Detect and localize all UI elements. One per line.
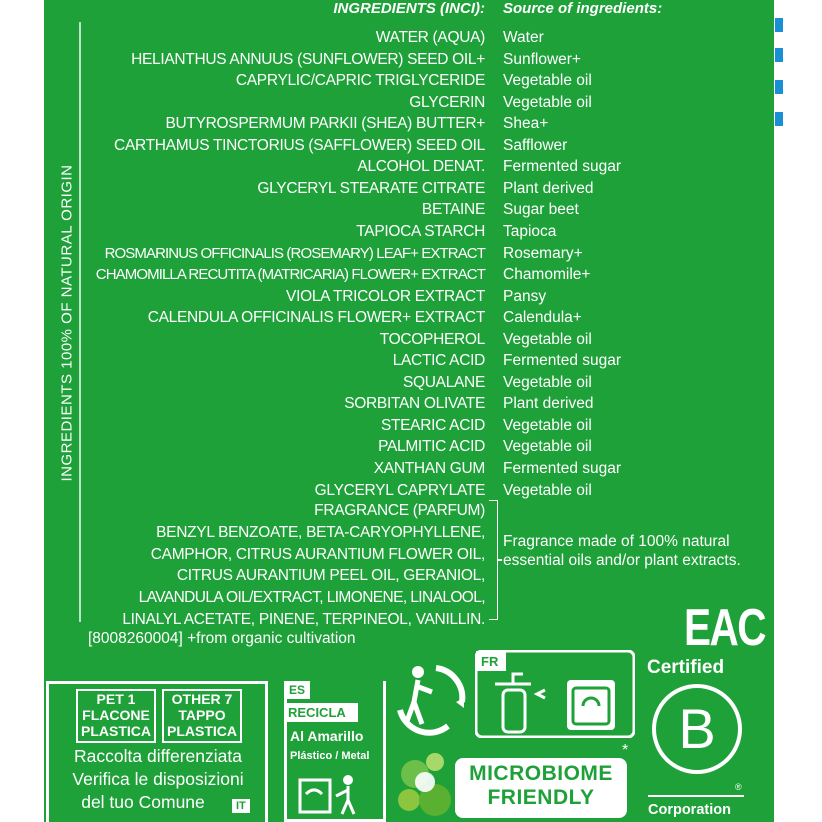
fragrance-bracket-tick (497, 559, 502, 561)
ingredient-source: Chamomile+ (503, 266, 591, 284)
ingredient-name: VIOLA TRICOLOR EXTRACT (286, 287, 485, 305)
recicla-label: RECICLA (284, 703, 358, 722)
ingredient-name: SQUALANE (402, 373, 485, 391)
bcorp-registered-mark: ® (735, 782, 742, 792)
fr-sorting-info-icon (475, 650, 635, 738)
divider-line (79, 22, 81, 622)
ingredient-source: Water (503, 29, 544, 46)
bcorp-certified-text: Certified (647, 657, 725, 678)
ingredient-name: PALMITIC ACID (378, 438, 485, 456)
ingredient-name: TOCOPHEROL (379, 330, 485, 348)
blue-edge-mark (775, 18, 783, 32)
amarillo-label: Al Amarillo (290, 728, 364, 744)
fragrance-line: LINALYL ACETATE, PINENE, TERPINEOL, VANILLIN. (122, 610, 485, 628)
ingredient-name: SORBITAN OLIVATE (344, 395, 485, 413)
ingredient-source: Rosemary+ (503, 244, 583, 262)
ingredient-source: Vegetable oil (503, 438, 592, 456)
ingredient-source: Calendula+ (503, 309, 582, 327)
bcorp-divider (648, 795, 744, 797)
ingredient-name: GLYCERIN (409, 93, 485, 111)
ingredient-name: CARTHAMUS TINCTORIUS (SAFFLOWER) SEED OIL (114, 136, 485, 154)
ingredient-name: XANTHAN GUM (373, 460, 485, 477)
triman-icon (392, 660, 470, 738)
fragrance-line: CITRUS AURANTIUM PEEL OIL, GERANIOL, (176, 567, 485, 585)
source-heading: Source of ingredients: (503, 0, 663, 17)
ingredient-name: TAPIOCA STARCH (356, 222, 485, 240)
other7-cap-tag: OTHER 7 TAPPO PLASTICA (162, 689, 242, 743)
ingredient-source: Vegetable oil (503, 481, 592, 499)
fragrance-line: LAVANDULA OIL/EXTRACT, LIMONENE, LINALOOL, (138, 589, 485, 607)
footer-note: [8008260004] +from organic cultivation (88, 630, 356, 647)
eac-mark: EAC (684, 599, 765, 657)
yellow-bin-icon (298, 772, 368, 816)
blue-edge-mark (775, 80, 783, 94)
ingredient-name: CAPRYLIC/CAPRIC TRIGLYCERIDE (235, 72, 485, 90)
ingredient-name: GLYCERYL CAPRYLATE (314, 481, 485, 499)
pet1-bottle-tag: PET 1 FLACONE PLASTICA (76, 689, 156, 743)
ingredient-source: Plant derived (503, 179, 594, 197)
ingredient-name: GLYCERYL STEARATE CITRATE (257, 179, 485, 197)
country-badge-fr: FR (481, 654, 499, 669)
ingredients-heading: INGREDIENTS (INCI): (333, 0, 485, 17)
ingredient-source: Vegetable oil (503, 373, 592, 391)
ingredient-name: HELIANTHUS ANNUUS (SUNFLOWER) SEED OIL+ (131, 50, 485, 68)
ingredient-name: ROSMARINUS OFFICINALIS (ROSEMARY) LEAF+ EXTRACT (104, 244, 485, 262)
ingredient-name: STEARIC ACID (380, 416, 485, 434)
recycling-line: del tuo Comune (81, 792, 205, 812)
ingredient-name: BUTYROSPERMUM PARKII (SHEA) BUTTER+ (165, 115, 485, 133)
ingredient-source: Vegetable oil (503, 416, 592, 434)
bcorp-corporation-text: Corporation (648, 802, 731, 818)
ingredient-source: Pansy (503, 287, 547, 305)
recycling-line: Raccolta differenziata (74, 746, 242, 766)
country-badge-it: IT (232, 799, 250, 813)
ingredient-source: Vegetable oil (503, 330, 592, 348)
ingredient-name: WATER (AQUA) (375, 29, 485, 46)
fragrance-source: Fragrance made of 100% natural essential oils and/or plant extracts. (503, 533, 741, 569)
ingredient-source: Fermented sugar (503, 158, 622, 176)
ingredient-source: Vegetable oil (503, 72, 592, 90)
ingredient-name: BETAINE (421, 201, 485, 219)
microbiome-line: MICROBIOME (469, 762, 613, 785)
microbiome-friendly-badge (455, 758, 627, 818)
ingredient-source: Safflower (503, 136, 568, 154)
fragrance-line: FRAGRANCE (PARFUM) (314, 502, 485, 519)
friendly-line: FRIENDLY (487, 786, 595, 809)
fragrance-line: CAMPHOR, CITRUS AURANTIUM FLOWER OIL, (150, 545, 485, 563)
ingredient-source: Plant derived (503, 395, 594, 413)
plastico-metal-label: Plástico / Metal (290, 750, 370, 762)
ingredient-name: ALCOHOL DENAT. (357, 158, 485, 176)
ingredient-source: Fermented sugar (503, 460, 622, 477)
blue-edge-mark (775, 48, 783, 62)
country-badge-es: ES (284, 681, 310, 699)
recycling-line: Verifica le disposizioni (72, 769, 244, 789)
blue-edge-mark (775, 112, 783, 126)
ingredient-source: Vegetable oil (503, 93, 592, 111)
fragrance-block (100, 500, 485, 631)
fragrance-line: BENZYL BENZOATE, BETA-CARYOPHYLLENE, (156, 523, 485, 541)
ingredient-source: Fermented sugar (503, 352, 622, 370)
bcorp-letter: B (678, 697, 716, 760)
ingredient-name: CHAMOMILLA RECUTITA (MATRICARIA) FLOWER+ EXTRACT (95, 266, 485, 284)
ingredient-name: LACTIC ACID (392, 352, 485, 370)
ingredient-source: Shea+ (503, 115, 549, 133)
ingredient-source: Tapioca (503, 222, 557, 240)
asterisk-mark: * (622, 742, 629, 759)
natural-origin-side-label: INGREDIENTS 100% OF NATURAL ORIGIN (58, 164, 76, 482)
ingredient-source: Sunflower+ (503, 50, 581, 68)
ingredient-name: CALENDULA OFFICINALIS FLOWER+ EXTRACT (147, 309, 485, 327)
ingredient-source: Sugar beet (503, 201, 579, 219)
